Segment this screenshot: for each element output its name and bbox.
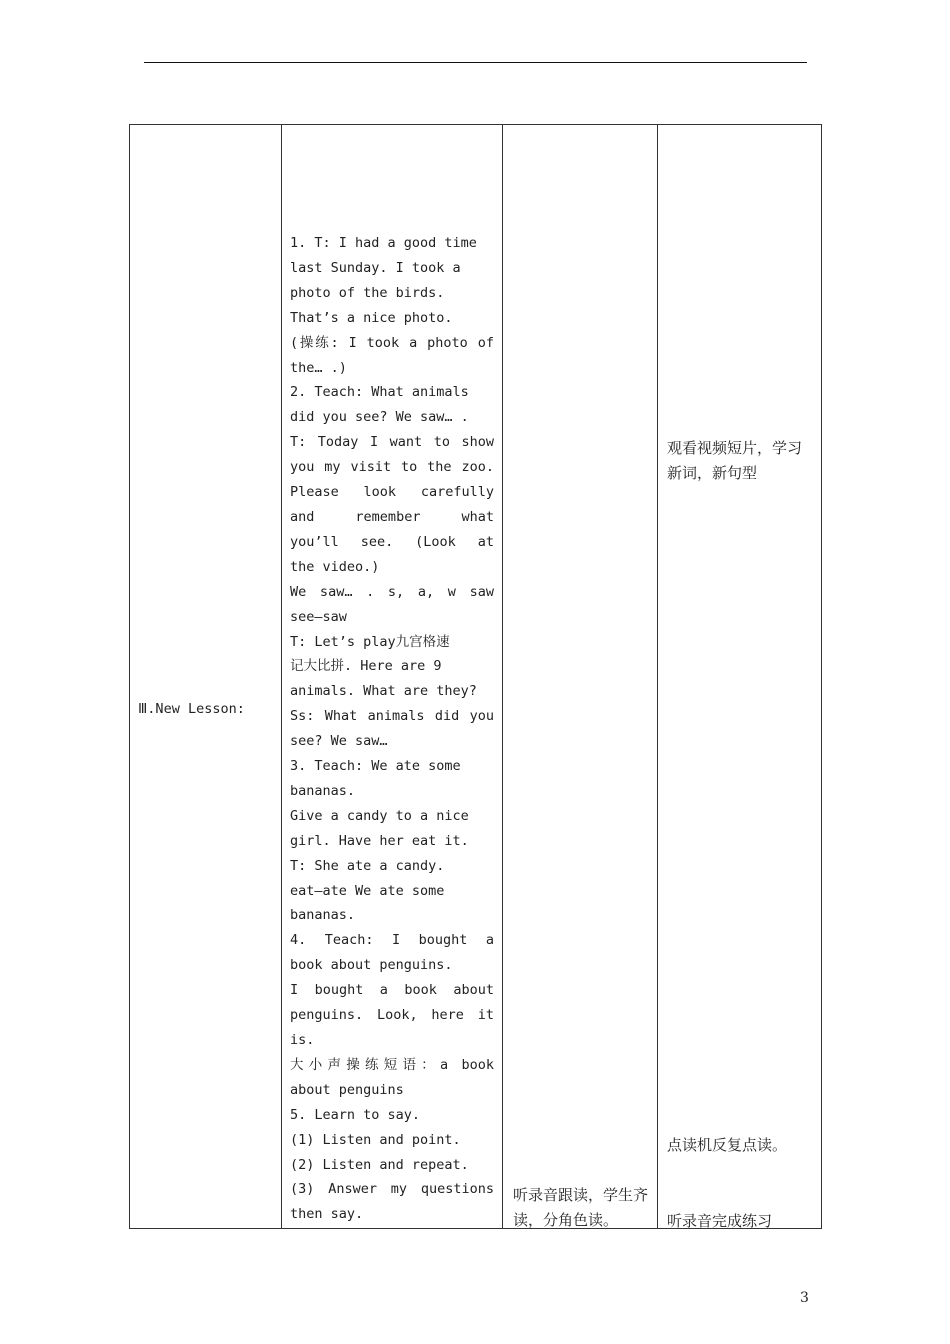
step-line: you my visit to the zoo. xyxy=(290,459,494,476)
step-line: photo of the birds. xyxy=(290,284,445,301)
step-line: Please look carefully xyxy=(290,484,494,501)
step-line: you’ll see. (Look at xyxy=(290,533,494,550)
step-line: did you see? We saw… . xyxy=(290,409,469,426)
step-line: eat—ate We ate some xyxy=(290,882,445,899)
step-line: 2. Teach: What animals xyxy=(290,384,469,401)
step-line: (操练: I took a photo of xyxy=(290,334,494,351)
student-activity-cell xyxy=(503,125,658,1229)
step-line: is. xyxy=(290,1032,315,1048)
step-line: penguins. Look, here it xyxy=(290,1007,494,1024)
step-line: see? We saw… xyxy=(290,733,388,750)
step-line: girl. Have her eat it. xyxy=(290,832,469,849)
step-line: 5. Learn to say. xyxy=(290,1106,421,1123)
step-line: Give a candy to a nice xyxy=(290,807,469,824)
step-line: bananas. xyxy=(290,907,356,924)
step-line: 3. Teach: We ate some xyxy=(290,758,461,775)
step-line: book about penguins. xyxy=(290,957,453,974)
step-line: We saw… . s, a, w saw xyxy=(290,583,494,600)
step-line: last Sunday. I took a xyxy=(290,259,461,276)
step-line: T: She ate a candy. xyxy=(290,857,445,874)
step-line: (3) Answer my questions xyxy=(290,1181,494,1198)
step-line: the video.) xyxy=(290,558,380,575)
step-line: (2) Listen and repeat. xyxy=(290,1156,469,1173)
step-line: the… .) xyxy=(290,359,347,376)
step-line: 1. T: I had a good time xyxy=(290,235,477,251)
reader-activity-text: 点读机反复点读。 xyxy=(667,1136,788,1154)
step-line: and remember what xyxy=(290,508,494,525)
step-line: I bought a book about xyxy=(290,982,494,999)
video-activity-text: 观看视频短片，学习新词，新句型 xyxy=(667,439,803,482)
page-number: 3 xyxy=(800,1290,809,1306)
step-line: T: Let’s play九宫格速 xyxy=(290,633,450,650)
step-line: Ss: What animals did you xyxy=(290,708,494,725)
lesson-table xyxy=(129,124,822,1229)
step-line: 记大比拼. Here are 9 xyxy=(290,658,442,675)
stage-label: Ⅲ.New Lesson: xyxy=(138,701,245,717)
student-activity-text: 听录音跟读，学生齐读，分角色读。 xyxy=(513,1186,649,1229)
step-line: T: Today I want to show xyxy=(290,434,494,451)
stage-cell xyxy=(130,125,282,1229)
teaching-steps xyxy=(290,231,494,1227)
purpose-cell xyxy=(658,125,822,1229)
step-line: 大小声操练短语：a book xyxy=(290,1056,494,1073)
step-line: 4. Teach: I bought a xyxy=(290,932,494,949)
step-line: That’s a nice photo. xyxy=(290,309,453,326)
step-line: then say. xyxy=(290,1206,364,1223)
header-rule xyxy=(144,62,807,63)
step-line: bananas. xyxy=(290,782,356,799)
step-line: about penguins xyxy=(290,1081,404,1098)
steps-cell xyxy=(282,125,503,1229)
table-row xyxy=(130,125,822,1229)
step-line: see—saw xyxy=(290,608,347,625)
step-line: (1) Listen and point. xyxy=(290,1131,461,1148)
exercise-activity-text: 听录音完成练习 xyxy=(667,1212,773,1230)
step-line: animals. What are they? xyxy=(290,683,477,700)
